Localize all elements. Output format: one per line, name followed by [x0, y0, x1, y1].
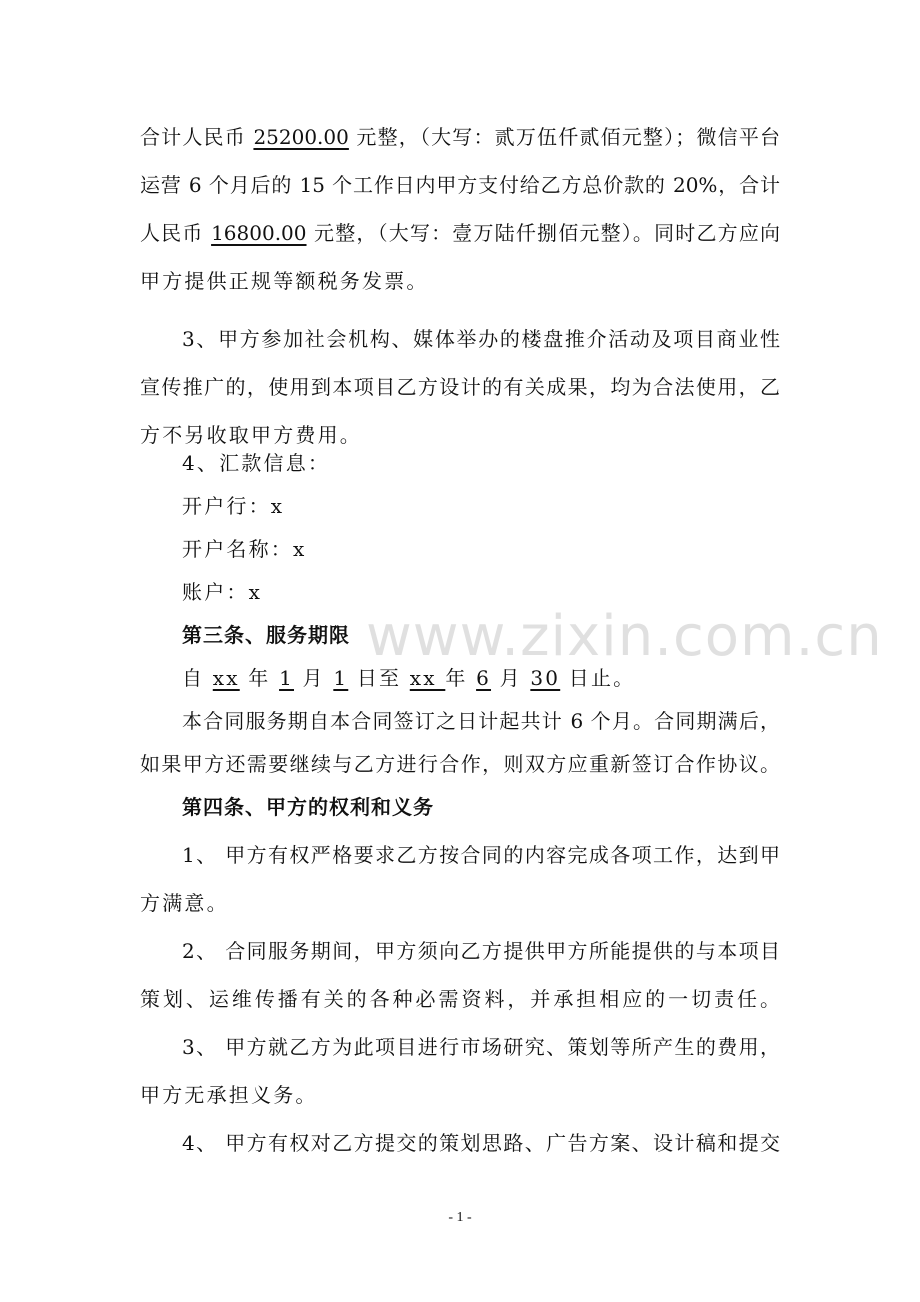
paragraph-line: 合计人民币 25200.00 元整，（大写：贰万伍仟贰佰元整）；微信平台	[140, 125, 780, 149]
paragraph-line: 3、甲方参加社会机构、媒体举办的楼盘推介活动及项目商业性	[182, 327, 780, 351]
paragraph-line: 2、 合同服务期间，甲方须向乙方提供甲方所能提供的与本项目	[182, 939, 780, 963]
section-heading: 第四条、甲方的权利和义务	[182, 795, 434, 819]
paragraph-line: 1、 甲方有权严格要求乙方按合同的内容完成各项工作，达到甲	[182, 843, 780, 867]
service-period-line: 自 xx 年 1 月 1 日至 xx 年 6 月 30 日止。	[182, 666, 636, 690]
paragraph-line: 方不另收取甲方费用。	[140, 423, 362, 447]
account-number-line: 账户：x	[182, 580, 263, 604]
paragraph-line: 本合同服务期自本合同签订之日计起共计 6 个月。合同期满后，	[182, 709, 780, 733]
paragraph-line: 如果甲方还需要继续与乙方进行合作，则双方应重新签订合作协议。	[140, 752, 780, 776]
page-number: - 1 -	[448, 1210, 472, 1225]
paragraph-line: 4、 甲方有权对乙方提交的策划思路、广告方案、设计稿和提交	[182, 1131, 780, 1155]
bank-name-line: 开户行：x	[182, 494, 285, 518]
paragraph-line: 4、汇款信息：	[182, 451, 331, 475]
watermark: www.zixin.com.cn	[366, 604, 883, 669]
paragraph-line: 甲方无承担义务。	[140, 1083, 318, 1107]
paragraph-line: 策划、运维传播有关的各种必需资料，并承担相应的一切责任。	[140, 987, 780, 1011]
paragraph-line: 人民币 16800.00 元整，（大写：壹万陆仟捌佰元整）。同时乙方应向	[140, 221, 780, 245]
section-heading: 第三条、服务期限	[182, 623, 350, 647]
paragraph-line: 甲方提供正规等额税务发票。	[140, 269, 429, 293]
paragraph-line: 方满意。	[140, 891, 229, 915]
paragraph-line: 3、 甲方就乙方为此项目进行市场研究、策划等所产生的费用，	[182, 1035, 780, 1059]
paragraph-line: 宣传推广的，使用到本项目乙方设计的有关成果，均为合法使用，乙	[140, 375, 780, 399]
account-name-line: 开户名称：x	[182, 537, 307, 561]
paragraph-line: 运营 6 个月后的 15 个工作日内甲方支付给乙方总价款的 20%，合计	[140, 173, 780, 197]
